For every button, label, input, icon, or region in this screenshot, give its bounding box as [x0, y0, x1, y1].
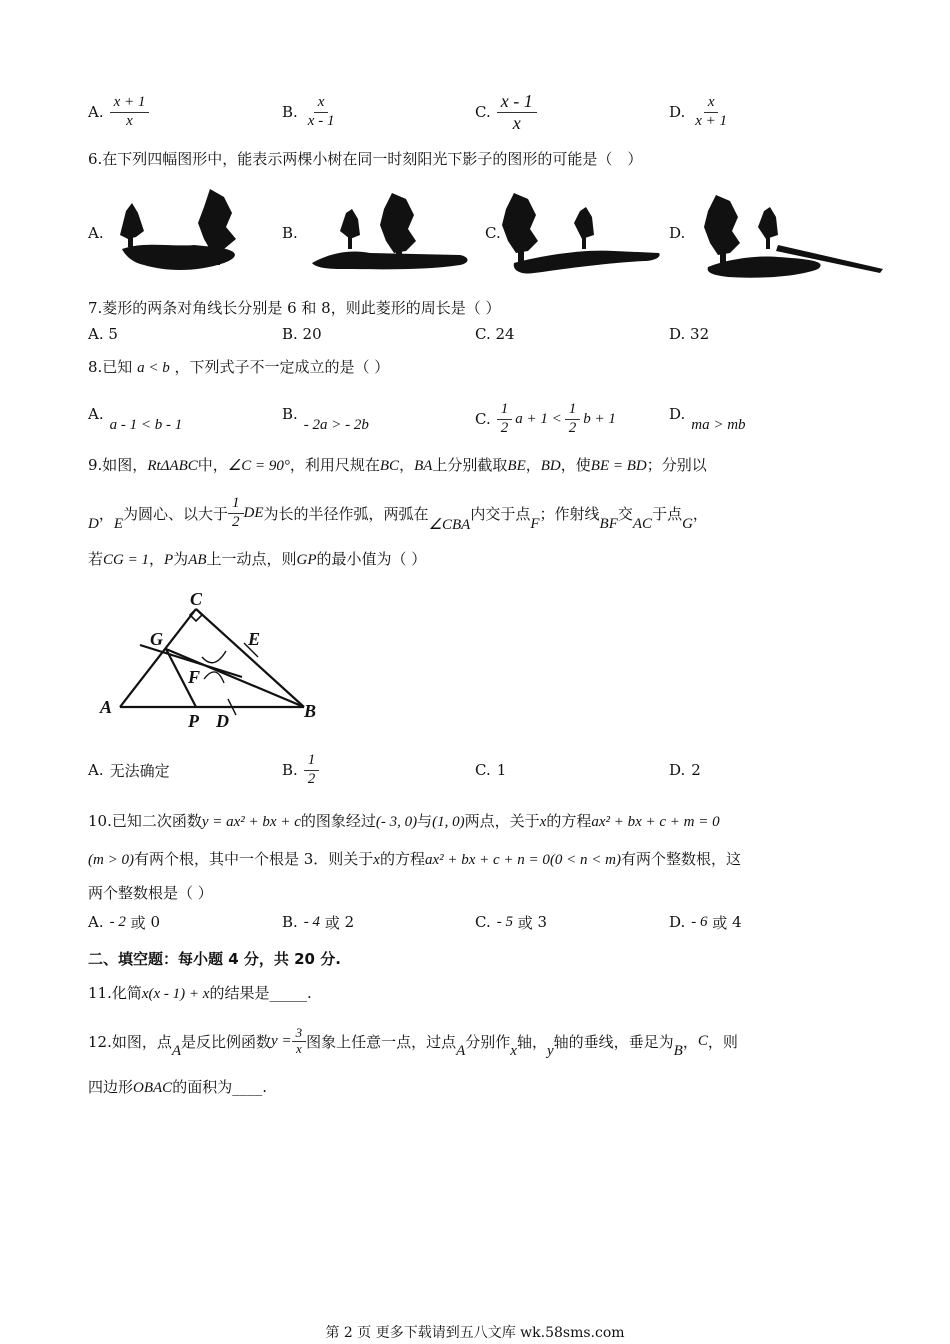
label-g: G — [150, 629, 163, 649]
q6-figures — [88, 183, 868, 283]
q9-line-2: D ， E 为圆心、以大于 $\frac{1}{2}$ DE 为长的半径作弧，两弧在 ∠CBA 内交于点 F ；作射线 BF 交 AC 于点 G ， — [88, 495, 708, 533]
fraction: $\frac{x}{x + 1}$ — [695, 94, 728, 129]
fraction: $\frac{1}{2}$ — [304, 752, 320, 788]
q9-triangle-figure — [92, 585, 332, 735]
q7-option-c: C. 24 — [475, 325, 515, 343]
q10-option-d: D. - 6 或 4 — [669, 913, 742, 932]
q10-line-2: (m > 0)有两个根，其中一个根是 3．则关于x的方程ax² + bx + c + n = 0(0 < n < m)有两个整数根，这 — [88, 850, 742, 868]
fraction: $\frac{x}{x - 1}$ — [307, 94, 335, 129]
q8-options — [88, 395, 868, 443]
q8-option-a: A. a - 1 < b - 1 — [88, 405, 183, 433]
label-p: P — [188, 711, 199, 731]
q5-option-b: B. $\frac{x}{x - 1}$ — [282, 88, 338, 136]
fraction: $\frac{1}{2}$ — [565, 401, 581, 437]
fraction: $\frac{x - 1}{x}$ — [497, 91, 537, 133]
q5-option-d: D. $\frac{x}{x + 1}$ — [669, 88, 731, 136]
q10-option-b: B. - 4 或 2 — [282, 913, 355, 932]
q9-options — [88, 748, 868, 792]
q12-line-1: 12.如图，点 A 是反比例函数 y = $\frac{3}{x}$ 图象上任意一点，过点 A 分别作 x 轴， y 轴的垂线，垂足为 B ， C ，则 — [88, 1024, 738, 1059]
q9-line-1: 9.如图，RtΔABC中，∠C = 90°，利用尺规在BC，BA上分别截取BE，BD，使BE = BD；分别以 — [88, 456, 707, 474]
q10-options — [88, 908, 868, 936]
q6-option-a: A. — [88, 224, 104, 242]
label-d: D — [216, 711, 229, 731]
tree-shadow-figure-b — [310, 183, 480, 279]
q9-line-3: 若CG = 1，P为AB上一动点，则GP的最小值为（ ） — [88, 550, 427, 568]
q9-option-b: B. $\frac{1}{2}$ — [282, 748, 319, 792]
fraction: $\frac{x + 1}{x}$ — [110, 94, 150, 130]
q7-option-b: B. 20 — [282, 325, 322, 343]
q7-option-d: D. 32 — [669, 325, 710, 343]
q6-option-c: C. — [485, 224, 501, 242]
q5-option-c: C. $\frac{x - 1}{x}$ — [475, 88, 537, 136]
q10-line-1: 10.已知二次函数y = ax² + bx + c的图象经过(- 3, 0)与(1, 0)两点，关于x的方程ax² + bx + c + m = 0 — [88, 812, 720, 830]
tree-shadow-figure-d — [698, 183, 888, 283]
q8-stem: 8.已知 a < b ，下列式子不一定成立的是（ ） — [88, 358, 390, 376]
fraction: $\frac{1}{2}$ — [228, 495, 244, 531]
fraction: $\frac{1}{2}$ — [497, 401, 513, 437]
q8-option-d: D. ma > mb — [669, 405, 746, 433]
label-c: C — [190, 589, 203, 609]
q7-options — [88, 320, 868, 348]
q6-option-b: B. — [282, 224, 298, 242]
label-f: F — [188, 667, 201, 687]
q7-option-a: A. 5 — [88, 325, 118, 343]
tree-shadow-figure-a — [114, 183, 274, 279]
q10-option-a: A. - 2 或 0 — [88, 913, 160, 932]
q6-stem: 6.在下列四幅图形中，能表示两棵小树在同一时刻阳光下影子的图形的可能是（ ） — [88, 150, 643, 168]
q7-stem: 7.菱形的两条对角线长分别是 6 和 8，则此菱形的周长是（ ） — [88, 299, 501, 317]
q5-options — [88, 88, 868, 136]
q11: 11.化简x(x - 1) + x的结果是_____. — [88, 984, 312, 1002]
q8-option-b: B. - 2a > - 2b — [282, 405, 369, 433]
q9-option-d: D. 2 — [669, 761, 701, 779]
q10-option-c: C. - 5 或 3 — [475, 913, 548, 932]
label-a: A — [100, 697, 113, 717]
label-e: E — [248, 629, 261, 649]
page-footer: 第 2 页 更多下载请到五八文库 wk.58sms.com — [325, 1325, 625, 1341]
q5-option-a: A. $\frac{x + 1}{x}$ — [88, 88, 149, 136]
q12-line-2: 四边形OBAC的面积为____. — [88, 1078, 267, 1096]
q8-option-c: C. $\frac{1}{2}$ a + 1 < $\frac{1}{2}$ b + 1 — [475, 401, 616, 436]
q9-option-a: A. 无法确定 — [88, 761, 170, 780]
section-2-heading: 二、填空题：每小题 4 分，共 20 分. — [88, 950, 341, 968]
tree-shadow-figure-c — [494, 183, 664, 279]
label-b: B — [304, 701, 317, 721]
q10-line-3: 两个整数根是（ ） — [88, 884, 213, 902]
fraction: $\frac{3}{x}$ — [292, 1026, 307, 1057]
q9-option-c: C. 1 — [475, 761, 507, 779]
q6-option-d: D. — [669, 224, 686, 242]
